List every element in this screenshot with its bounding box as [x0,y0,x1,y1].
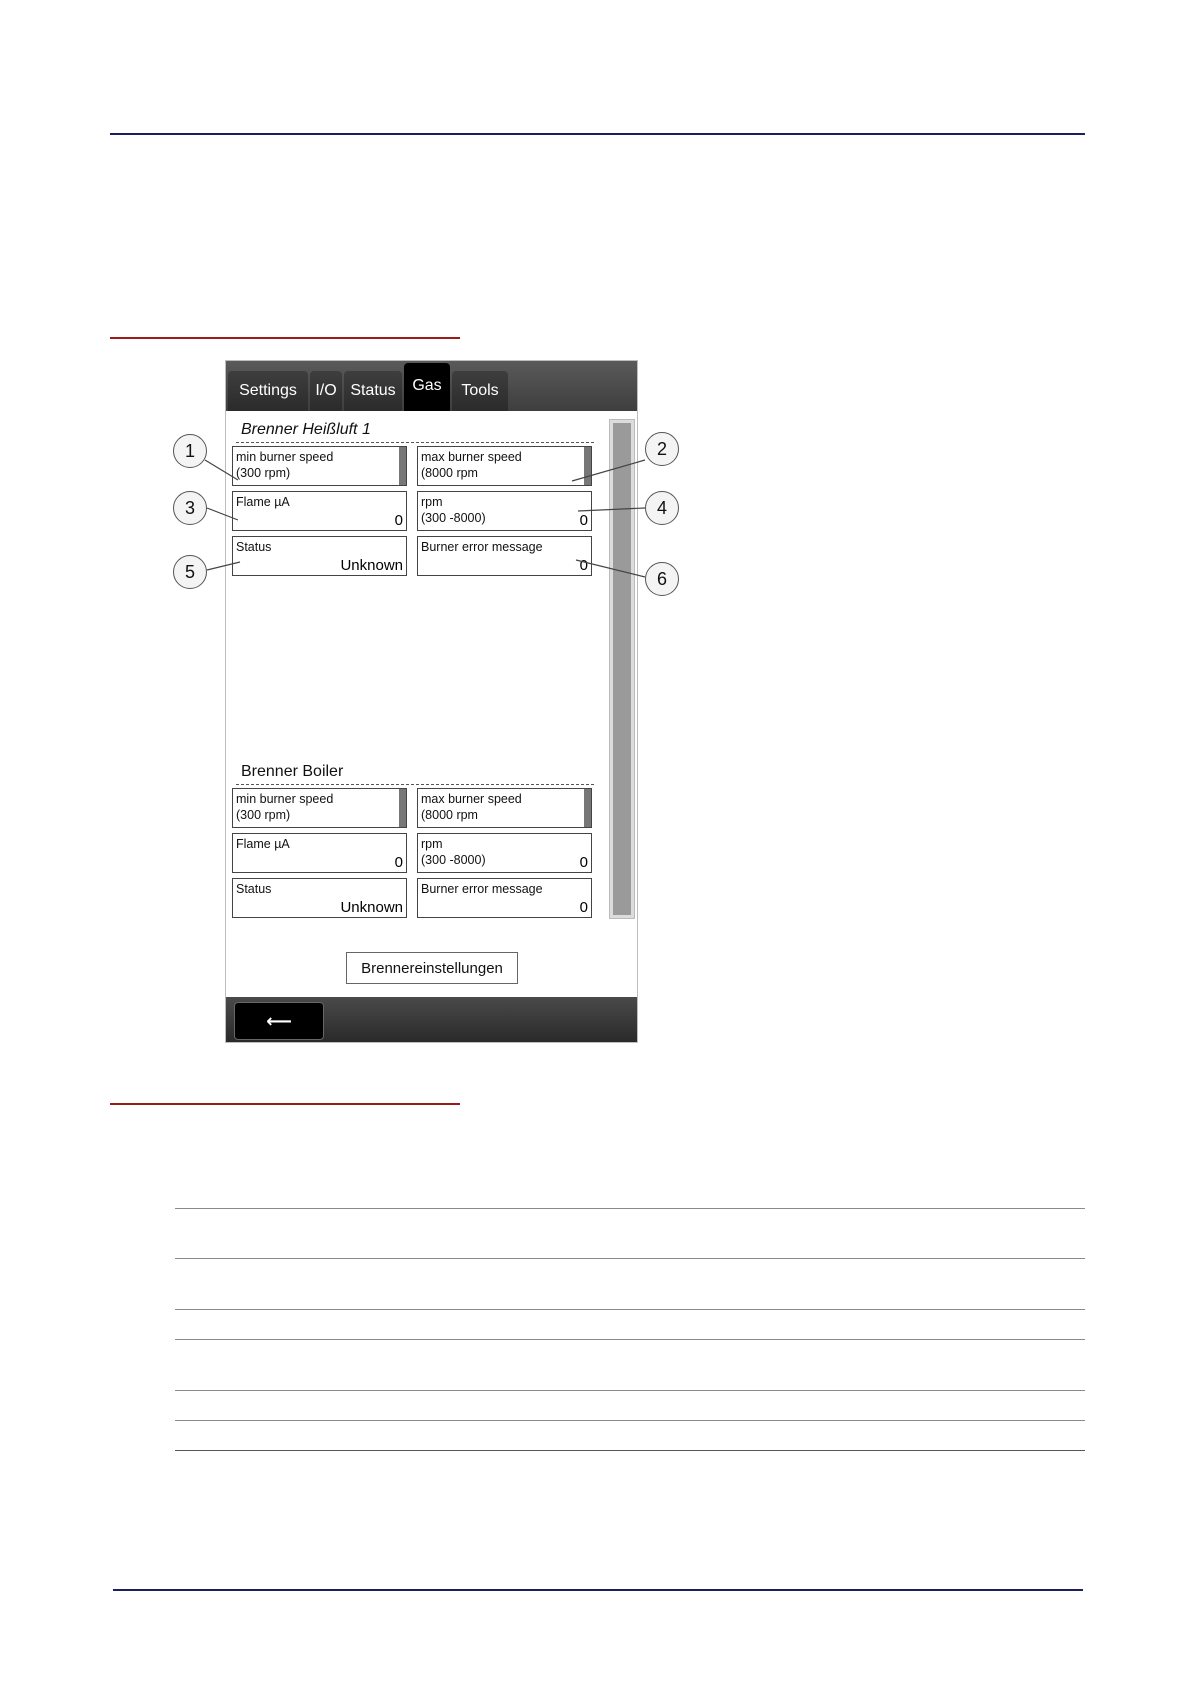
field-value: Unknown [340,899,403,916]
field-label: min burner speed (300 rpm) [236,450,334,480]
callout-1: 1 [173,434,207,468]
burner-settings-button[interactable]: Brennereinstellungen [346,952,518,984]
tab-status[interactable]: Status [344,371,402,411]
leader-line-1 [205,460,238,480]
callout-2: 2 [645,432,679,466]
callout-6: 6 [645,562,679,596]
leader-line-5 [207,562,240,570]
tab-io[interactable]: I/O [310,371,342,411]
field-value: 0 [394,854,403,871]
leader-line-4 [578,508,645,511]
callout-3: 3 [173,491,207,525]
tab-tools[interactable]: Tools [452,371,508,411]
field-label: Flame µA [236,837,290,851]
field-label: max burner speed (8000 rpm [421,450,522,480]
callout-4: 4 [645,491,679,525]
field-label: max burner speed (8000 rpm [421,792,522,822]
section-title-boiler: Brenner Boiler [241,763,344,780]
field-value: 0 [579,557,588,574]
field-value: 0 [579,512,588,529]
field-label: rpm (300 -8000) [421,837,486,867]
field-label: rpm (300 -8000) [421,495,486,525]
section-title-heissluft: Brenner Heißluft 1 [241,421,371,438]
leader-line-6 [576,560,645,577]
field-label: Status [236,540,272,554]
field-label: Status [236,882,272,896]
field-value: 0 [394,512,403,529]
field-label: Flame µA [236,495,290,509]
tab-settings[interactable]: Settings [228,371,308,411]
field-label: Burner error message [421,540,543,554]
leader-line-2 [572,460,645,481]
leader-line-3 [207,508,238,520]
callout-5: 5 [173,555,207,589]
back-arrow-icon: ⟵ [266,1010,292,1031]
field-label: min burner speed (300 rpm) [236,792,334,822]
field-value: 0 [579,854,588,871]
tab-gas[interactable]: Gas [404,363,450,411]
field-label: Burner error message [421,882,543,896]
field-value: 0 [579,899,588,916]
field-value: Unknown [340,557,403,574]
